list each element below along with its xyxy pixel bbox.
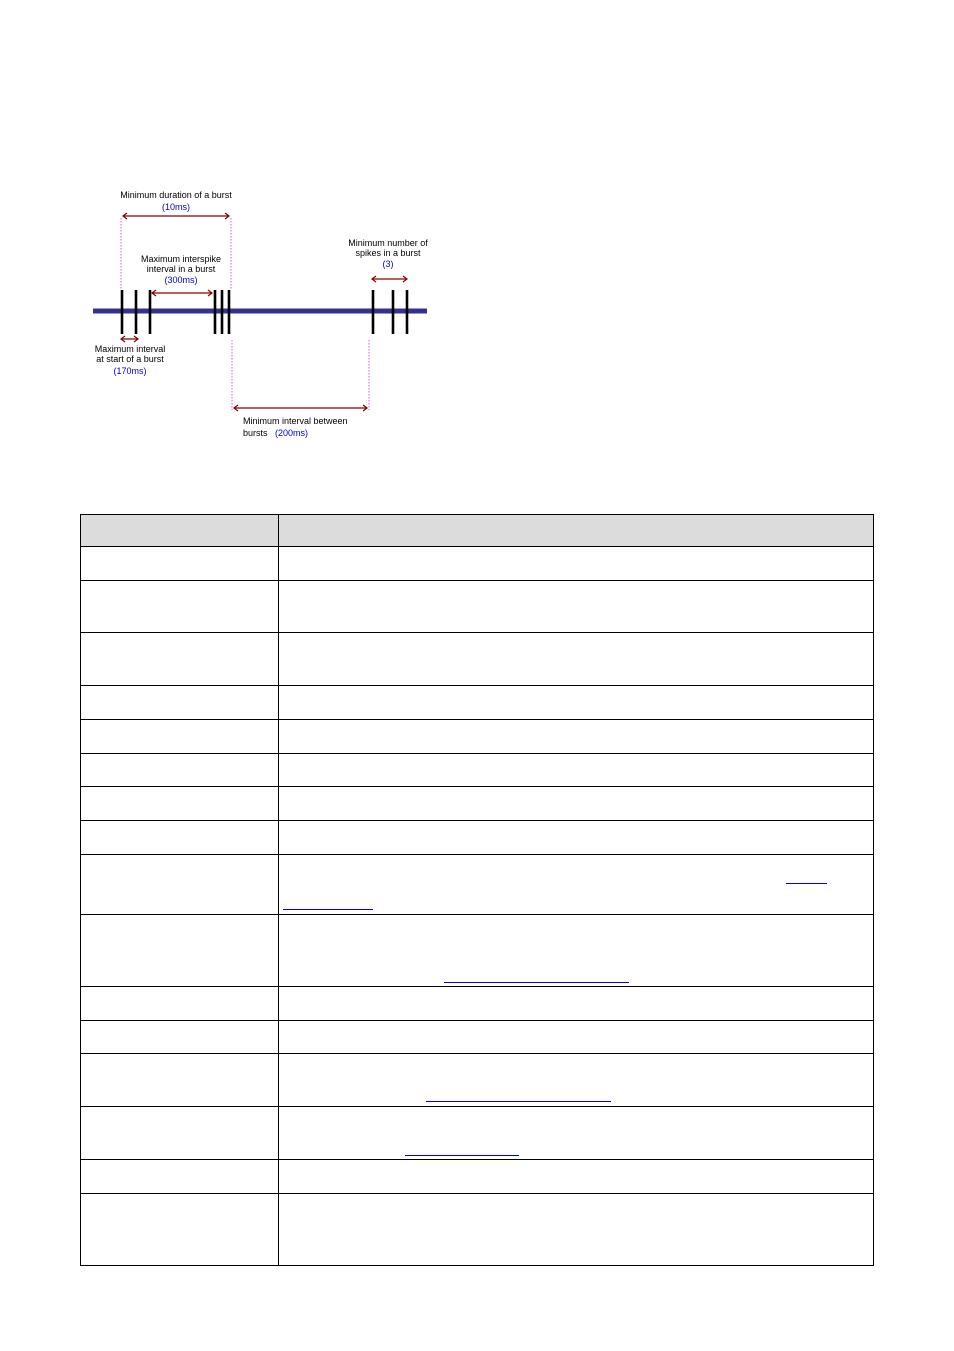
table-row — [81, 686, 874, 720]
table-row — [81, 1160, 874, 1194]
table-header-cell — [279, 515, 874, 547]
table-cell — [81, 915, 279, 987]
table-cell — [279, 1107, 874, 1160]
table-row — [81, 1107, 874, 1160]
table-header-row — [81, 515, 874, 547]
table-row — [81, 1194, 874, 1266]
table-cell — [279, 787, 874, 821]
table-cell — [279, 915, 874, 987]
table-cell — [81, 1021, 279, 1054]
table-cell — [81, 633, 279, 686]
table-cell — [81, 754, 279, 787]
burst-parameters-diagram — [0, 0, 954, 460]
table-row — [81, 787, 874, 821]
label-min-between-2: bursts (200ms) — [243, 428, 308, 438]
value-min-spikes: (3) — [382, 259, 394, 269]
table-row — [81, 1021, 874, 1054]
table-cell — [279, 754, 874, 787]
table-cell — [81, 720, 279, 754]
table-row — [81, 754, 874, 787]
table-row — [81, 915, 874, 987]
arrow-max-interspike — [152, 290, 212, 296]
label-min-spikes-1: Minimum number of — [348, 238, 428, 248]
hyperlink-underline[interactable] — [405, 1155, 519, 1156]
table-cell — [81, 987, 279, 1021]
table-cell — [279, 581, 874, 633]
hyperlink-underline[interactable] — [444, 982, 629, 983]
table-row — [81, 581, 874, 633]
table-row — [81, 987, 874, 1021]
table-cell — [279, 1021, 874, 1054]
table-cell — [279, 686, 874, 720]
table-cell — [279, 987, 874, 1021]
table-cell — [81, 787, 279, 821]
table-cell — [279, 855, 874, 915]
label-min-spikes-2: spikes in a burst — [355, 248, 421, 258]
table-cell — [81, 1054, 279, 1107]
hyperlink-underline[interactable] — [426, 1101, 611, 1102]
table-row — [81, 821, 874, 855]
table-cell — [81, 821, 279, 855]
value-min-duration: (10ms) — [161, 202, 191, 212]
label-min-duration: Minimum duration of a burst — [120, 190, 232, 200]
table-cell — [81, 855, 279, 915]
table-cell — [279, 1194, 874, 1266]
table-cell — [81, 547, 279, 581]
arrow-min-duration — [123, 213, 229, 219]
table-row — [81, 633, 874, 686]
table-header-cell — [81, 515, 279, 547]
table-row — [81, 855, 874, 915]
table-row — [81, 720, 874, 754]
label-max-start-2: at start of a burst — [96, 354, 164, 364]
parameter-table — [80, 514, 874, 1266]
table-row — [81, 547, 874, 581]
arrow-min-between — [234, 405, 367, 411]
table-cell — [279, 821, 874, 855]
table-cell — [279, 547, 874, 581]
table-cell — [279, 1054, 874, 1107]
value-max-start: (170ms) — [113, 366, 147, 376]
table-cell — [81, 1160, 279, 1194]
label-max-start-1: Maximum interval — [94, 344, 166, 354]
hyperlink-underline[interactable] — [283, 909, 373, 910]
hyperlink-underline[interactable] — [786, 883, 827, 884]
value-max-interspike: (300ms) — [164, 275, 198, 285]
table-row — [81, 1054, 874, 1107]
arrow-min-spikes — [372, 276, 407, 282]
table-cell — [279, 633, 874, 686]
label-max-interspike-1: Maximum interspike — [140, 254, 222, 264]
table-cell — [279, 1160, 874, 1194]
label-max-interspike-2: interval in a burst — [146, 264, 216, 274]
table-cell — [81, 1107, 279, 1160]
arrow-max-start — [121, 336, 138, 342]
table-cell — [279, 720, 874, 754]
table-cell — [81, 1194, 279, 1266]
table-cell — [81, 686, 279, 720]
table-cell — [81, 581, 279, 633]
label-min-between-1: Minimum interval between — [243, 416, 348, 426]
